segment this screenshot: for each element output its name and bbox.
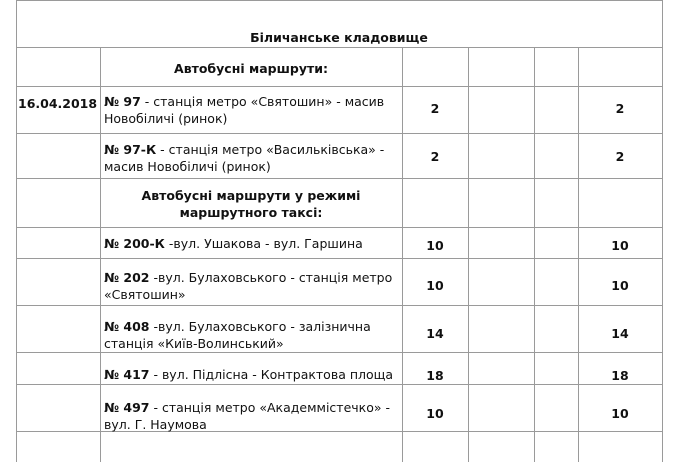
grid-line [16, 133, 662, 134]
grid-line [16, 258, 662, 259]
grid-line [16, 384, 662, 385]
grid-line [100, 47, 101, 462]
value-cell: 2 [430, 148, 440, 164]
grid-line [534, 47, 535, 462]
route-cell [104, 269, 400, 303]
route-number: № 497 [104, 400, 150, 415]
section-heading-bus: Автобусні маршрути: [174, 60, 328, 76]
grid-line [16, 305, 662, 306]
value-cell: 10 [426, 277, 444, 293]
route-number: № 408 [104, 319, 150, 334]
value-cell: 2 [430, 100, 440, 116]
value-cell: 10 [426, 405, 444, 421]
grid-line [16, 0, 662, 1]
route-description: -вул. Булаховського - станція метро «Святошин» [104, 270, 393, 302]
grid-line [662, 0, 663, 462]
grid-line [16, 178, 662, 179]
route-description: -вул. Булаховського - залізнична станція «Київ-Волинський» [104, 319, 371, 351]
grid-line [16, 352, 662, 353]
cemetery-title: Біличанське кладовище [250, 29, 428, 45]
route-cell [104, 235, 400, 252]
route-cell [104, 141, 400, 175]
route-number: № 97 [104, 94, 141, 109]
value-cell: 2 [615, 100, 625, 116]
date-cell: 16.04.2018 [18, 96, 98, 111]
value-cell: 2 [615, 148, 625, 164]
route-number: № 97-К [104, 142, 157, 157]
route-cell [104, 366, 400, 383]
value-cell: 14 [611, 325, 629, 341]
value-cell: 18 [426, 367, 444, 383]
grid-line [468, 47, 469, 462]
route-cell [104, 93, 400, 127]
route-number: № 202 [104, 270, 150, 285]
route-number: № 417 [104, 367, 150, 382]
route-cell [104, 318, 400, 352]
grid-line [16, 0, 17, 462]
route-cell [104, 399, 400, 433]
value-cell: 18 [611, 367, 629, 383]
value-cell: 14 [426, 325, 444, 341]
route-description: - вул. Підлісна - Контрактова площа [149, 367, 394, 382]
value-cell: 10 [611, 405, 629, 421]
grid-line [16, 86, 662, 87]
value-cell: 10 [426, 237, 444, 253]
grid-line [16, 227, 662, 228]
value-cell: 10 [611, 277, 629, 293]
section-heading-minibus: Автобусні маршрути у режимі маршрутного таксі: [141, 188, 361, 220]
route-number: № 200-К [104, 236, 165, 251]
route-description: - станція метро «Академмістечко» - вул. Г. Наумова [104, 400, 390, 432]
route-description: - станція метро «Васильківська» - масив Новобіличі (ринок) [104, 142, 385, 174]
route-description: - станція метро «Святошин» - масив Новобіличі (ринок) [104, 94, 385, 126]
value-cell: 10 [611, 237, 629, 253]
route-description: -вул. Ушакова - вул. Гаршина [164, 236, 363, 251]
